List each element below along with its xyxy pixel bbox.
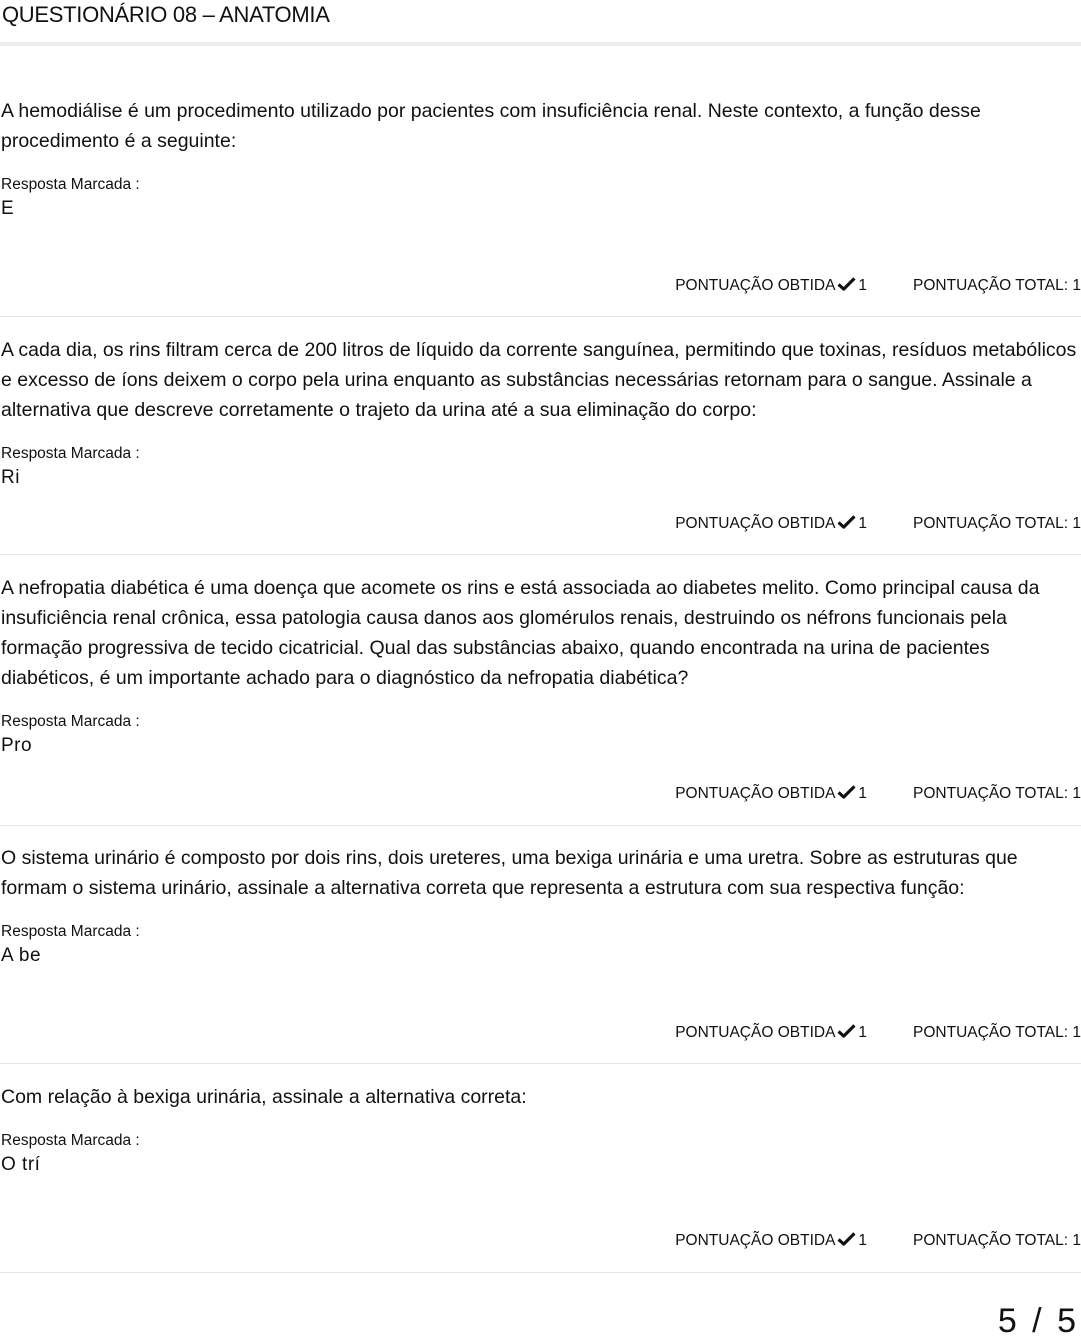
check-icon <box>837 515 856 529</box>
score-obtained <box>675 1024 867 1042</box>
answer-label: Resposta Marcada : <box>1 1132 140 1149</box>
answer-value: Ri <box>1 467 20 488</box>
score-total <box>913 277 1081 295</box>
score-obtained-value: 1 <box>858 277 868 294</box>
answer-label: Resposta Marcada : <box>1 445 140 462</box>
question-text: A cada dia, os rins filtram cerca de 200 litros de líquido da corrente sanguínea, permitindo que toxinas, resíduos metabólicos e excesso de íons deixem o corpo pela urina enquanto as substâncias necessárias retornam para o sangue. Assinale a alternativa que descreve corretamente o trajeto da urina até a sua eliminação do corpo: <box>1 339 1077 421</box>
answer-label: Resposta Marcada : <box>1 923 140 940</box>
score-total-label: PONTUAÇÃO TOTAL: <box>913 515 1069 532</box>
question-card <box>0 843 1081 967</box>
page-title: QUESTIONÁRIO 08 – ANATOMIA <box>2 2 330 27</box>
score-total <box>913 515 1081 533</box>
score-row <box>675 1232 1081 1250</box>
score-total-label: PONTUAÇÃO TOTAL: <box>913 785 1069 802</box>
question-card <box>0 573 1081 757</box>
score-total-value: 1 <box>1072 1232 1081 1249</box>
check-icon <box>837 785 856 799</box>
score-obtained-value: 1 <box>858 1232 868 1249</box>
divider <box>0 825 1081 826</box>
score-obtained <box>675 515 867 533</box>
score-row <box>675 785 1081 803</box>
question-card <box>0 1082 1081 1176</box>
score-total <box>913 785 1081 803</box>
score-obtained-value: 1 <box>858 785 868 802</box>
answer-value: A be <box>1 945 42 966</box>
divider <box>0 316 1081 317</box>
divider <box>0 1272 1081 1273</box>
score-obtained-value: 1 <box>858 1024 868 1041</box>
question-text: A nefropatia diabética é uma doença que acomete os rins e está associada ao diabetes melito. Como principal causa da insuficiência renal crônica, essa patologia causa danos aos glomérulos renais, destruindo os néfrons funcionais pela formação progressiva de tecido cicatricial. Qual das substâncias abaixo, quando encontrada na urina de pacientes diabéticos, é um importante achado para o diagnóstico da nefropatia diabética? <box>1 577 1040 689</box>
question-card <box>0 335 1081 489</box>
score-total-label: PONTUAÇÃO TOTAL: <box>913 1232 1069 1249</box>
score-obtained-label: PONTUAÇÃO OBTIDA <box>675 515 836 532</box>
question-text: Com relação à bexiga urinária, assinale a alternativa correta: <box>1 1086 527 1108</box>
score-total-label: PONTUAÇÃO TOTAL: <box>913 1024 1069 1041</box>
question-text: A hemodiálise é um procedimento utilizado por pacientes com insuficiência renal. Neste contexto, a função desse procedimento é a seguinte: <box>1 100 981 152</box>
check-icon <box>837 277 856 291</box>
score-obtained <box>675 785 867 803</box>
answer-value: Pro <box>1 735 33 756</box>
question-card <box>0 96 1081 220</box>
divider <box>0 554 1081 555</box>
answer-label: Resposta Marcada : <box>1 176 140 193</box>
title-bar <box>0 0 1081 46</box>
score-row <box>675 515 1081 533</box>
page-count: 5 / 5 <box>997 1302 1079 1340</box>
score-obtained <box>675 1232 867 1250</box>
check-icon <box>837 1232 856 1246</box>
score-total-value: 1 <box>1072 277 1081 294</box>
divider <box>0 1063 1081 1064</box>
score-obtained <box>675 277 867 295</box>
score-total-value: 1 <box>1072 1024 1081 1041</box>
question-text: O sistema urinário é composto por dois rins, dois ureteres, uma bexiga urinária e uma uretra. Sobre as estruturas que formam o sistema urinário, assinale a alternativa correta que representa a estrutura com sua respectiva função: <box>1 847 1018 899</box>
score-obtained-label: PONTUAÇÃO OBTIDA <box>675 785 836 802</box>
score-total-label: PONTUAÇÃO TOTAL: <box>913 277 1069 294</box>
answer-label: Resposta Marcada : <box>1 713 140 730</box>
score-obtained-label: PONTUAÇÃO OBTIDA <box>675 1024 836 1041</box>
score-total-value: 1 <box>1072 515 1081 532</box>
score-obtained-label: PONTUAÇÃO OBTIDA <box>675 277 836 294</box>
check-icon <box>837 1024 856 1038</box>
score-total-value: 1 <box>1072 785 1081 802</box>
answer-value: O trí <box>1 1154 41 1175</box>
score-row <box>675 277 1081 295</box>
score-row <box>675 1024 1081 1042</box>
score-obtained-value: 1 <box>858 515 868 532</box>
answer-value: E <box>1 198 15 219</box>
score-obtained-label: PONTUAÇÃO OBTIDA <box>675 1232 836 1249</box>
score-total <box>913 1232 1081 1250</box>
score-total <box>913 1024 1081 1042</box>
